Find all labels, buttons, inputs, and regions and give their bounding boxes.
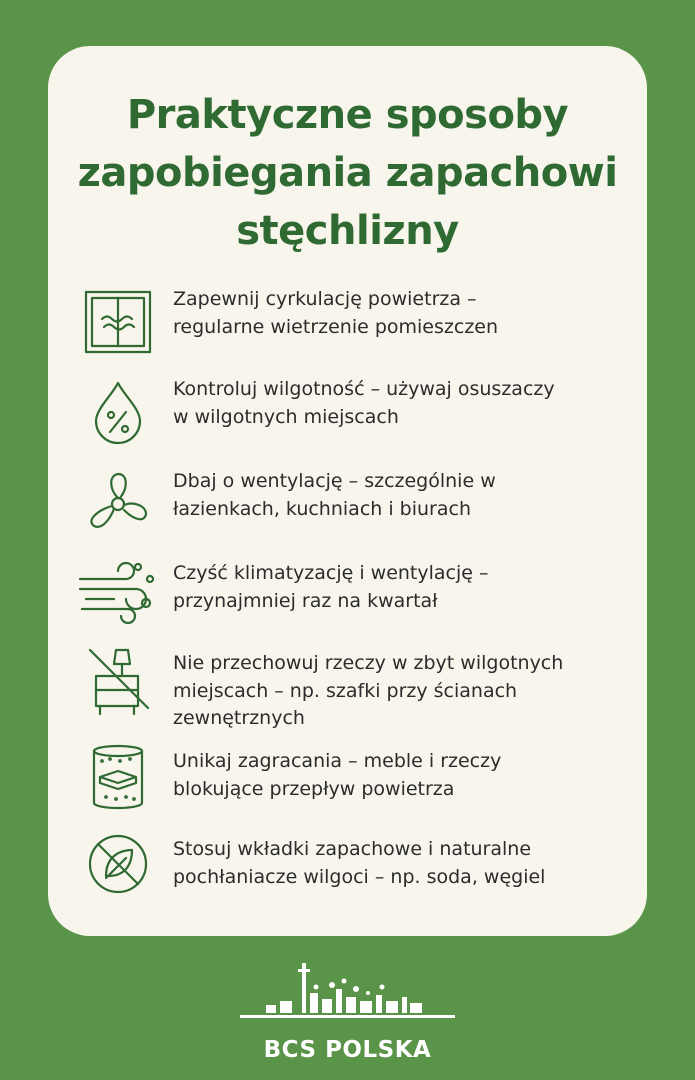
no-leaf-icon [78,828,158,900]
window-airflow-icon [78,286,158,358]
tip-text-line: Unikaj zagracania – meble i rzeczy [173,750,502,772]
tip-text-line: pochłaniacze wilgoci – np. soda, węgiel [173,865,546,888]
title-line-1: Praktyczne sposoby [126,92,569,138]
tip-text-line: Nie przechowuj rzeczy w zbyt wilgotnych [173,652,564,674]
tip-text-line: Kontroluj wilgotność – używaj osuszaczy [173,378,555,400]
fan-icon [78,468,158,540]
absorber-jar-icon [78,742,158,814]
industrial-skyline-icon [240,955,455,1030]
no-cabinet-icon [78,646,158,718]
tip-text-line: przynajmniej raz na kwartał [173,589,438,612]
tip-text-line: Dbaj o wentylację – szczególnie w [173,470,496,492]
tip-text-line: regularne wietrzenie pomieszczen [173,315,499,338]
humidity-drop-icon [78,376,158,448]
tip-text-line: blokujące przepływ powietrza [173,777,455,800]
tip-text-line: Zapewnij cyrkulację powietrza – [173,288,477,310]
tip-text-line: miejscach – np. szafki przy ścianach [173,679,518,702]
tip-text-line: zewnętrznych [173,707,305,729]
page-title [0,86,695,260]
tip-text-line: w wilgotnych miejscach [173,405,399,428]
wind-icon [78,556,158,628]
tip-text-line: Stosuj wkładki zapachowe i naturalne [173,838,532,860]
title-line-2: zapobiegania zapachowi [77,150,618,196]
title-line-3: stęchlizny [236,208,459,254]
brand-name: BCS POLSKA [263,1037,432,1063]
tip-text-line: Czyść klimatyzację i wentylację – [173,562,489,584]
tip-text-line: łazienkach, kuchniach i biurach [173,497,471,520]
brand-logo [0,955,695,1065]
